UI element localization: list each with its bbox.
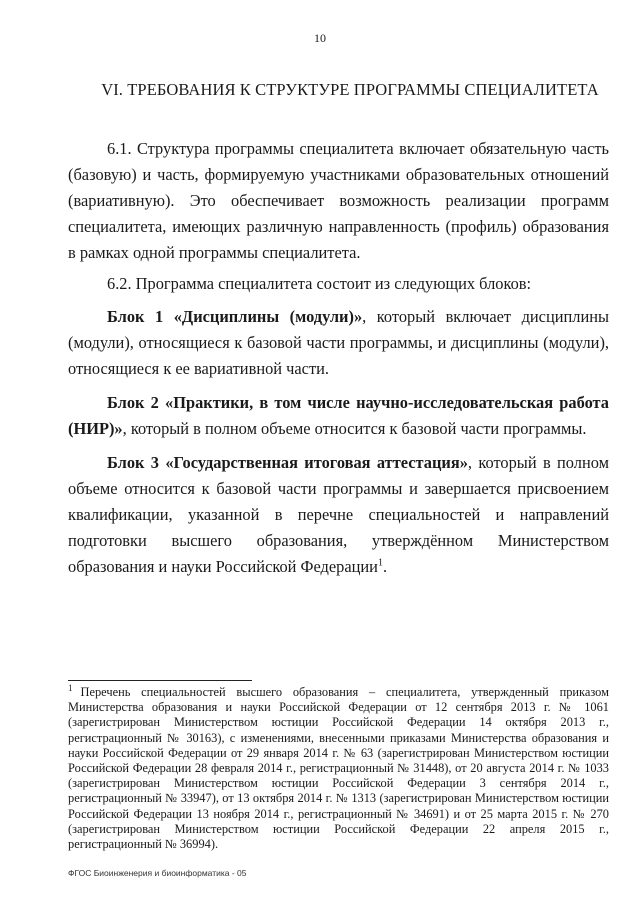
footnote-text: Перечень специальностей высшего образования – специалитета, утвержденный приказом Министерства образования и науки Российской Федерации от 12 сентября 2013 г. № 1061 (зарегистрирован Министерством юстиции Российской Федерации 14 октября 2013 г., регистрационный № 30163), с изменениями, внесенными приказами Министерства образования и науки Российской Федерации от 29 января 2014 г. № 63 (зарегистрирован Министерством юстиции Российской Федерации 28 февраля 2014 г., регистрационный № 31448), от 20 августа 2014 г. № 1033 (зарегистрирован Министерством юстиции Российской Федерации 3 сентября 2014 г., регистрационный № 33947), от 13 октября 2014 г. № 1313 (зарегистрирован Министерством юстиции Российской Федерации 13 ноября 2014 г., регистрационный № 34691) и от 25 марта 2015 г. № 270 (зарегистрирован Министерством юстиции Российской Федерации 22 апреля 2015 г., регистрационный № 36994). <box>68 685 609 852</box>
footnote-separator <box>68 680 252 681</box>
block-3-end: . <box>382 557 388 576</box>
block-3-paragraph <box>68 450 609 580</box>
block-3-title: Блок 3 «Государственная итоговая аттестация» <box>107 453 468 472</box>
block-1-title: Блок 1 «Дисциплины (модули)» <box>107 307 363 326</box>
paragraph-6-2: 6.2. Программа специалитета состоит из следующих блоков: <box>107 274 532 293</box>
footnote-mark: 1 <box>68 682 73 693</box>
paragraph-6-1: 6.1. Структура программы специалитета включает обязательную часть (базовую) и часть, формируемую участниками образовательных отношений (вариативную). Это обеспечивает возможность реализации программ специалитета, имеющих различную направленность (профиль) образования в рамках одной программы специалитета. <box>68 139 609 262</box>
block-2-paragraph <box>68 390 609 442</box>
block-1-paragraph <box>68 304 609 382</box>
footnote <box>68 682 609 852</box>
section-title: VI. ТРЕБОВАНИЯ К СТРУКТУРЕ ПРОГРАММЫ СПЕЦИАЛИТЕТА <box>101 80 599 99</box>
block-3-text: , который в полном объеме относится к базовой части программы и завершается присвоением квалификации, указанной в перечне специальностей и направлений подготовки высшего образования, утверждённом Министерством образования и науки Российской Федерации <box>68 453 609 576</box>
block-2-text: , который в полном объеме относится к базовой части программы. <box>122 419 587 438</box>
block-1-text: , который включает дисциплины (модули), относящиеся к базовой части программы, и дисциплины (модули), относящиеся к ее вариативной части. <box>68 307 609 378</box>
block-2-title: Блок 2 «Практики, в том числе научно-исследовательская работа (НИР)» <box>68 393 609 438</box>
page-footer: ФГОС Биоинженерия и биоинформатика - 05 <box>68 868 247 878</box>
document-body <box>68 136 609 585</box>
page-number: 10 <box>314 31 326 45</box>
footnote-reference[interactable]: 1 <box>377 557 383 569</box>
